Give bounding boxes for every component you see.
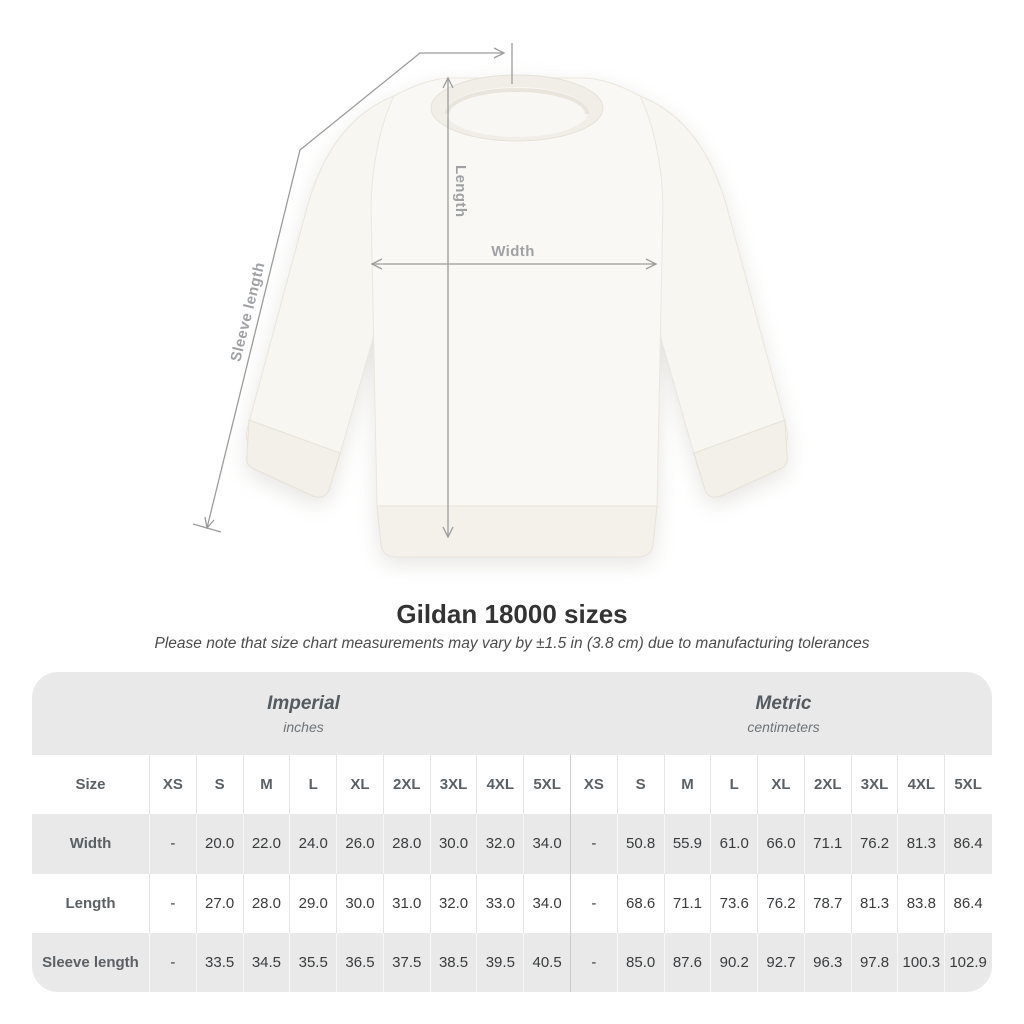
value-cell: 71.1 (805, 814, 852, 873)
size-header-cell: XS (150, 755, 197, 814)
size-header-cell: XL (758, 755, 805, 814)
size-header-cell: 3XL (852, 755, 899, 814)
table-row (32, 874, 992, 933)
size-header-cell: L (711, 755, 758, 814)
value-cell: 97.8 (852, 933, 899, 992)
value-cell: 29.0 (290, 874, 337, 933)
value-cell: 68.6 (618, 874, 665, 933)
size-header-cell: M (244, 755, 291, 814)
table-header-row (32, 755, 992, 814)
value-cell: 100.3 (898, 933, 945, 992)
value-cell: 83.8 (898, 874, 945, 933)
value-cell: 36.5 (337, 933, 384, 992)
size-header-cell: XL (337, 755, 384, 814)
hem-band (377, 506, 657, 557)
unit-header-band (32, 672, 992, 755)
row-label: Length (32, 874, 150, 933)
size-header-cell: S (197, 755, 244, 814)
sleeve-length-label: Sleeve length (227, 260, 269, 364)
value-cell: 50.8 (618, 814, 665, 873)
page-title: Gildan 18000 sizes (396, 599, 628, 629)
metric-subtitle: centimeters (747, 718, 820, 735)
value-cell: 81.3 (852, 874, 899, 933)
width-label: Width (491, 243, 535, 260)
value-cell: 20.0 (197, 814, 244, 873)
row-label: Width (32, 814, 150, 873)
value-cell: 55.9 (665, 814, 712, 873)
right-sleeve (640, 96, 788, 481)
size-header-cell: L (290, 755, 337, 814)
body (371, 78, 663, 507)
value-cell: - (150, 933, 197, 992)
value-cell: 87.6 (665, 933, 712, 992)
size-column-header: Size (32, 755, 150, 814)
unit-group-imperial (32, 672, 575, 755)
value-cell: 61.0 (711, 814, 758, 873)
value-cell: 40.5 (524, 933, 571, 992)
value-cell: 32.0 (477, 814, 524, 873)
page-subtitle: Please note that size chart measurements may vary by ±1.5 in (3.8 cm) due to manufacturing tolerances (154, 635, 870, 652)
value-cell: 78.7 (805, 874, 852, 933)
value-cell: 73.6 (711, 874, 758, 933)
size-header-cell: M (665, 755, 712, 814)
table-row (32, 814, 992, 873)
collar-inner (446, 87, 588, 137)
left-sleeve (246, 96, 394, 481)
value-cell: 92.7 (758, 933, 805, 992)
value-cell: 66.0 (758, 814, 805, 873)
size-header-cell: 3XL (431, 755, 478, 814)
value-cell: 26.0 (337, 814, 384, 873)
value-cell: 86.4 (953, 894, 983, 912)
value-cell: 37.5 (384, 933, 431, 992)
metric-title: Metric (755, 692, 812, 714)
table-body (32, 755, 992, 992)
value-cell: 30.0 (431, 814, 478, 873)
value-cell: 34.0 (524, 814, 571, 873)
value-cell: 34.0 (524, 874, 571, 933)
value-cell: 76.2 (852, 814, 899, 873)
value-cell: 85.0 (618, 933, 665, 992)
length-label: Length (452, 165, 469, 218)
value-cell: 102.9 (949, 953, 987, 971)
size-header-cell: S (618, 755, 665, 814)
value-cell: 81.3 (898, 814, 945, 873)
size-header-cell: 4XL (477, 755, 524, 814)
value-cell: 32.0 (431, 874, 478, 933)
value-cell: 28.0 (384, 814, 431, 873)
size-header-cell: 4XL (898, 755, 945, 814)
value-cell: 96.3 (805, 933, 852, 992)
sweatshirt-shape (246, 75, 787, 557)
size-table (32, 672, 992, 992)
value-cell: 76.2 (758, 874, 805, 933)
imperial-title: Imperial (267, 692, 340, 714)
value-cell: 38.5 (431, 933, 478, 992)
value-cell: - (150, 814, 197, 873)
size-header-cell: 5XL (524, 755, 571, 814)
value-cell: - (571, 874, 618, 933)
size-header-cell: 2XL (805, 755, 852, 814)
value-cell: - (571, 933, 618, 992)
value-cell: 90.2 (711, 933, 758, 992)
value-cell: 31.0 (384, 874, 431, 933)
value-cell: 34.5 (244, 933, 291, 992)
row-label: Sleeve length (32, 933, 150, 992)
value-cell: 33.0 (477, 874, 524, 933)
value-cell: 39.5 (477, 933, 524, 992)
imperial-subtitle: inches (283, 718, 324, 735)
value-cell: 28.0 (244, 874, 291, 933)
value-cell: 24.0 (290, 814, 337, 873)
value-cell: 27.0 (197, 874, 244, 933)
value-cell: 22.0 (244, 814, 291, 873)
size-header-cell: 2XL (384, 755, 431, 814)
value-cell: 30.0 (337, 874, 384, 933)
value-cell: - (571, 814, 618, 873)
value-cell: 86.4 (953, 835, 983, 853)
value-cell: 33.5 (197, 933, 244, 992)
size-header-cell: 5XL (954, 776, 982, 794)
unit-group-metric (575, 672, 992, 755)
size-header-cell: XS (571, 755, 618, 814)
value-cell: 35.5 (290, 933, 337, 992)
table-row (32, 933, 992, 992)
value-cell: 71.1 (665, 874, 712, 933)
value-cell: - (150, 874, 197, 933)
